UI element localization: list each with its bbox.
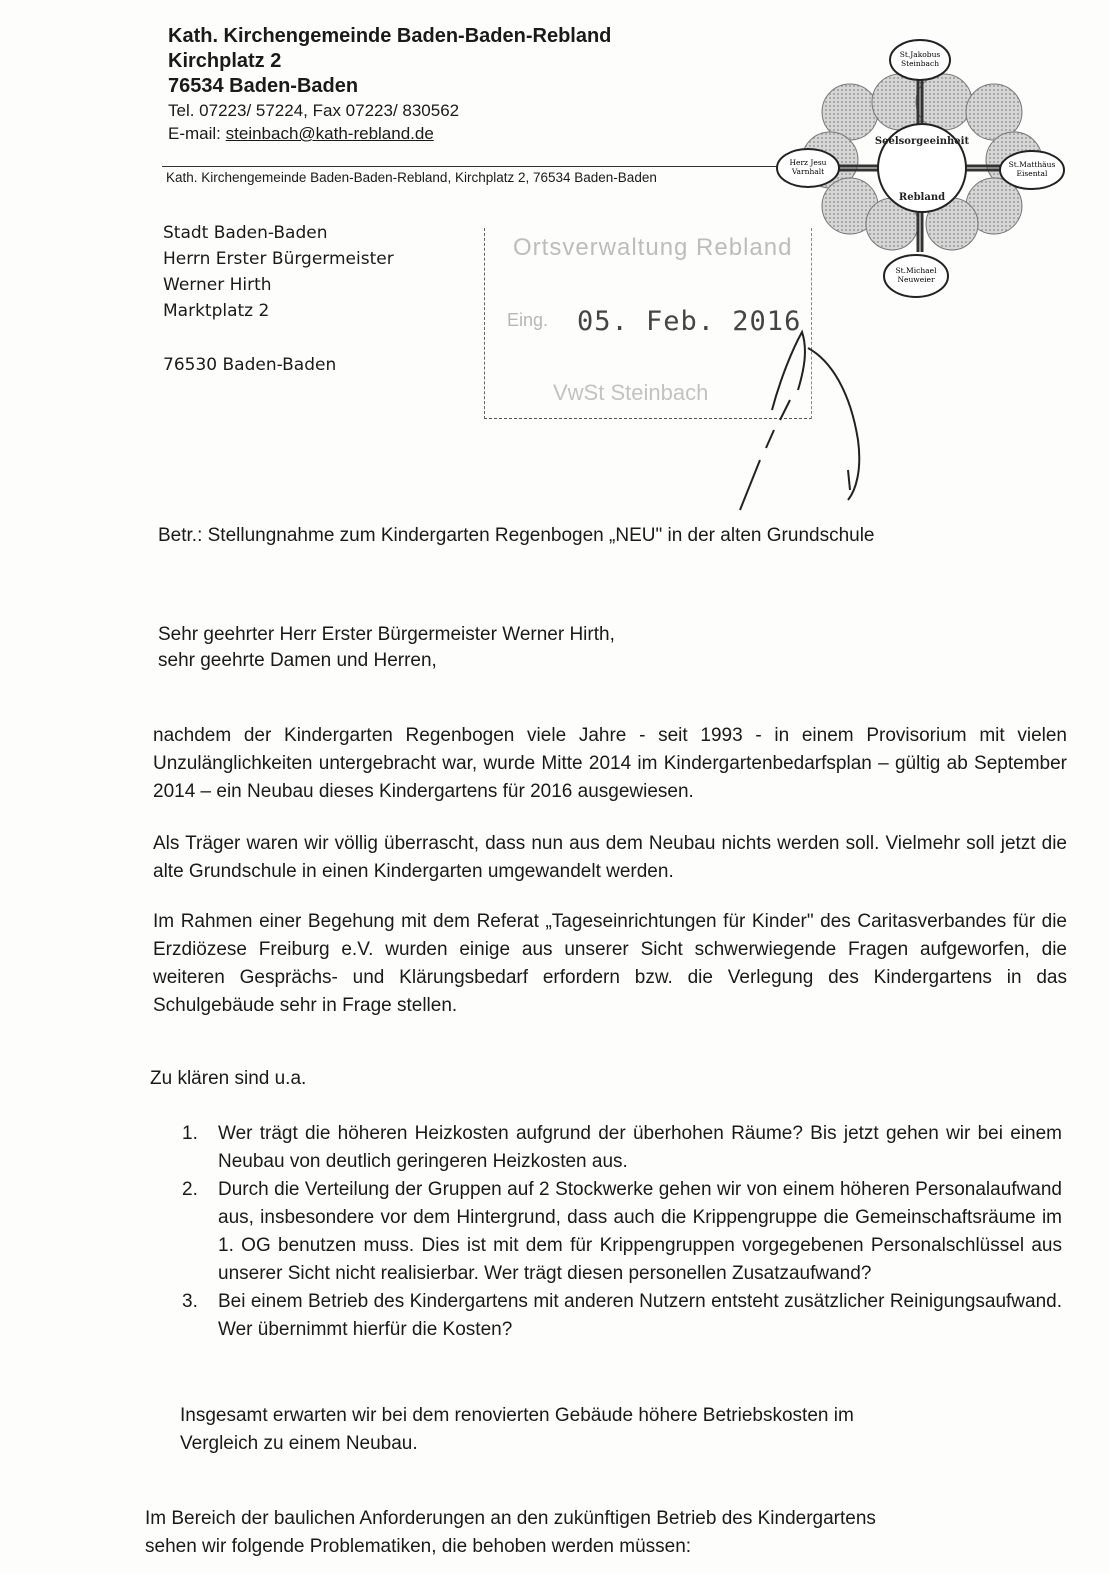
paragraph-1: nachdem der Kindergarten Regenbogen viele Jahre - seit 1993 - in einem Provisorium mit vielen Unzulänglichkeiten untergebracht war, wurde Mitte 2014 im Kindergartenbedarfsplan – gültig ab September 2014 – ein Neubau dieses Kindergartens für 2016 ausgewiesen. (153, 725, 1067, 802)
logo-east-1: St.Matthäus (1008, 160, 1056, 169)
sender-city: 76534 Baden-Baden (168, 75, 359, 97)
recipient-address (163, 220, 394, 378)
subject-line: Betr.: Stellungnahme zum Kindergarten Regenbogen „NEU" in der alten Grundschule (158, 525, 875, 546)
stamp-office: Ortsverwaltung Rebland (513, 234, 793, 261)
list-item (182, 1120, 1062, 1176)
summary-line-2: Vergleich zu einem Neubau. (180, 1433, 418, 1454)
stamp-dept: VwSt Steinbach (553, 380, 709, 405)
summary-paragraph (180, 1402, 854, 1458)
salutation-line-2: sehr geehrte Damen und Herren, (158, 650, 437, 671)
header-divider (162, 166, 776, 167)
logo-south-2: Neuweier (897, 275, 935, 284)
final-line-2: sehen wir folgende Problematiken, die behoben werden müssen: (145, 1536, 692, 1557)
logo-east-2: Eisental (1016, 169, 1048, 178)
email-link[interactable]: steinbach@kath-rebland.de (225, 124, 434, 143)
logo-north-2: Steinbach (900, 59, 940, 68)
logo-west-2: Varnhalt (791, 167, 825, 176)
logo-south-1: St.Michael (895, 266, 937, 275)
clarify-heading: Zu klären sind u.a. (150, 1068, 307, 1089)
recipient-line-2: Herrn Erster Bürgermeister (163, 249, 394, 269)
salutation-line-1: Sehr geehrter Herr Erster Bürgermeister Werner Hirth, (158, 624, 615, 645)
handwritten-signature (720, 320, 870, 520)
final-paragraph (145, 1505, 1005, 1561)
recipient-line-1: Stadt Baden-Baden (163, 223, 328, 243)
sender-name: Kath. Kirchengemeinde Baden-Baden-Rebland (168, 25, 612, 47)
sender-street: Kirchplatz 2 (168, 50, 282, 72)
question-list (182, 1120, 1062, 1344)
summary-line-1: Insgesamt erwarten wir bei dem renovierten Gebäude höhere Betriebskosten im (180, 1405, 854, 1426)
stamp-received-label: Eing. (507, 310, 549, 330)
paragraph-3: Im Rahmen einer Begehung mit dem Referat „Tageseinrichtungen für Kinder" des Caritasverbandes für die Erzdiözese Freiburg e.V. wurden einige aus unserer Sicht schwerwiegende Fragen aufgeworfen, die weiteren Gesprächs- und Klärungsbedarf erfordern bzw. die Verlegung des Kindergartens in das Schulgebäude sehr in Frage stellen. (153, 911, 1067, 1016)
stamp-date: 05. Feb. 2016 (577, 306, 802, 337)
sender-email-row (168, 122, 611, 145)
final-line-1: Im Bereich der baulichen Anforderungen an den zukünftigen Betrieb des Kindergartens (145, 1508, 876, 1529)
list-item-text: Wer trägt die höheren Heizkosten aufgrund der überhohen Räume? Bis jetzt gehen wir bei einem Neubau von deutlich geringeren Heizkosten aus. (218, 1123, 1062, 1172)
email-label: E-mail: (168, 124, 221, 143)
list-item (182, 1288, 1062, 1344)
parish-logo (772, 20, 1072, 320)
salutation (158, 622, 615, 674)
return-address-line: Kath. Kirchengemeinde Baden-Baden-Rebland, Kirchplatz 2, 76534 Baden-Baden (166, 170, 657, 185)
recipient-line-4: Marktplatz 2 (163, 301, 270, 321)
list-item-text: Durch die Verteilung der Gruppen auf 2 Stockwerke gehen wir von einem höheren Personalaufwand aus, insbesondere vor dem Hintergrund, dass auch die Krippengruppe die Gemeinschaftsräume im 1. OG benutzen muss. Dies ist mit dem für Krippengruppen vorgegebenen Personalschlüssel aus unserer Sicht nicht realisierbar. Wer trägt diesen personellen Zusatzaufwand? (218, 1179, 1062, 1284)
logo-center-bottom: Rebland (898, 192, 946, 203)
logo-north-1: St.Jakobus (899, 50, 941, 59)
sender-block (168, 24, 611, 145)
list-item-number: 3. (182, 1291, 198, 1312)
sender-phone: Tel. 07223/ 57224, Fax 07223/ 830562 (168, 101, 460, 120)
list-item (182, 1176, 1062, 1288)
logo-center-top: Seelsorgeeinheit (874, 136, 970, 147)
recipient-line-3: Werner Hirth (163, 275, 272, 295)
list-item-number: 2. (182, 1179, 198, 1200)
recipient-city: 76530 Baden-Baden (163, 355, 337, 375)
paragraph-2: Als Träger waren wir völlig überrascht, dass nun aus dem Neubau nichts werden soll. Vielmehr soll jetzt die alte Grundschule in einen Kindergarten umgewandelt werden. (153, 833, 1067, 882)
list-item-text: Bei einem Betrieb des Kindergartens mit anderen Nutzern entsteht zusätzlicher Reinigungsaufwand. Wer übernimmt hierfür die Kosten? (218, 1291, 1062, 1340)
list-item-number: 1. (182, 1123, 198, 1144)
logo-west-1: Herz Jesu (789, 158, 827, 167)
